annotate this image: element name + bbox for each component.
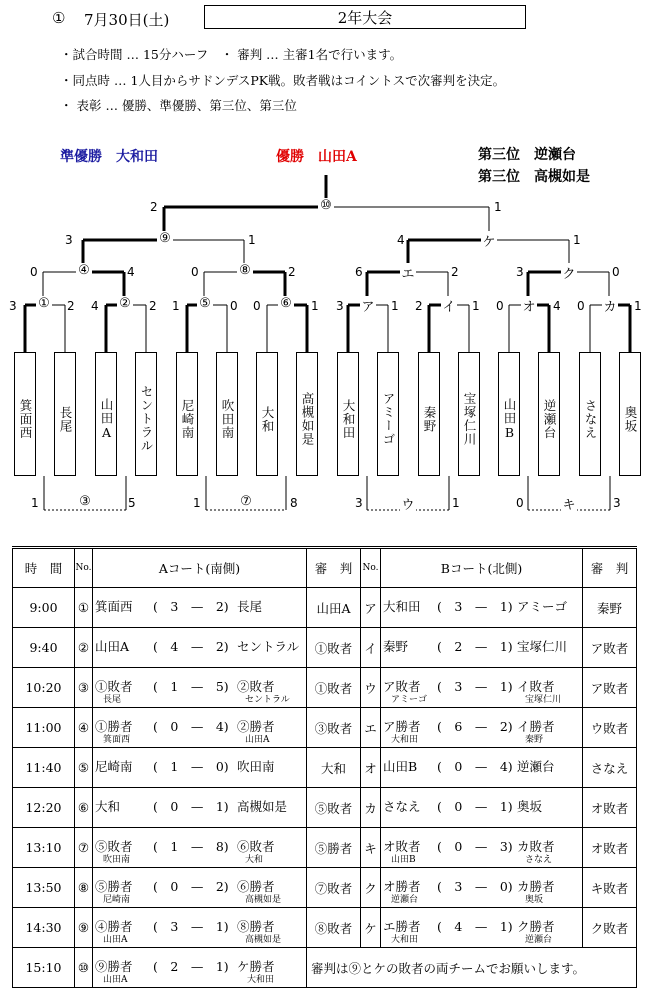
- third-place-1: 第三位 逆瀬台: [478, 147, 576, 163]
- team-1-sub: 大和田: [391, 935, 419, 945]
- match-score: ( 0 — 3): [437, 839, 513, 854]
- note-tie: ・同点時 … 1人目からサドンデスPK戦。敗者戦はコイントスで次審判を決定。: [60, 73, 506, 88]
- team-2: イ勝者: [517, 719, 555, 734]
- score: 1: [634, 299, 642, 313]
- col-no: No.: [75, 548, 93, 588]
- col-time: 時 間: [13, 548, 75, 588]
- schedule-row: [13, 788, 637, 828]
- cell: さなえ: [583, 748, 637, 788]
- match-label-ki: キ: [561, 494, 577, 513]
- col-b-no: No.: [361, 548, 381, 588]
- score: 4: [397, 233, 405, 247]
- match-score: ( 4 — 1): [437, 919, 513, 934]
- match-cell: [93, 748, 307, 788]
- team-1: ⑤敗者: [95, 839, 133, 854]
- team-2: カ勝者: [517, 879, 555, 894]
- cell: 秦野: [583, 588, 637, 628]
- match-score: ( 1 — 5): [153, 679, 229, 694]
- final-note: 審判は⑨とケの敗者の両チームでお願いします。: [307, 948, 637, 988]
- team-2: 逆瀬台: [517, 759, 555, 774]
- schedule-row: [13, 828, 637, 868]
- match-label-o: オ: [521, 296, 537, 315]
- cell: 14:30: [13, 908, 75, 948]
- schedule-row: [13, 708, 637, 748]
- team-box: 宝塚仁川: [458, 352, 480, 476]
- cell: ⑤敗者: [307, 788, 361, 828]
- match-cell: [93, 588, 307, 628]
- team-2: ②敗者: [237, 679, 275, 694]
- final-row: [13, 948, 637, 988]
- match-cell: [381, 788, 583, 828]
- cell: ①敗者: [307, 668, 361, 708]
- match-cell: [93, 868, 307, 908]
- team-1: オ勝者: [383, 879, 421, 894]
- team-1: 大和: [95, 799, 121, 814]
- score: 1: [311, 299, 319, 313]
- match-cell: [381, 708, 583, 748]
- score: 2: [451, 265, 459, 279]
- match-cell: [381, 868, 583, 908]
- cell: 10:20: [13, 668, 75, 708]
- match-cell: [93, 668, 307, 708]
- time-cell: 15:10: [13, 948, 75, 988]
- team-2: ケ勝者: [237, 959, 275, 974]
- match-label-u: ウ: [400, 494, 416, 513]
- match-cell: [93, 708, 307, 748]
- team-2-sub: 大和田: [247, 975, 275, 985]
- cell: ①敗者: [307, 628, 361, 668]
- match-score: ( 2 — 1): [437, 639, 513, 654]
- team-2: イ敗者: [517, 679, 555, 694]
- cell: オ敗者: [583, 788, 637, 828]
- team-1: ①勝者: [95, 719, 133, 734]
- match-cell: [381, 748, 583, 788]
- match-score: ( 0 — 2): [153, 879, 229, 894]
- team-box: セントラル: [135, 352, 157, 476]
- match-score: ( 1 — 8): [153, 839, 229, 854]
- team-2-sub: 高槻如是: [245, 895, 282, 905]
- team-1: ⑤勝者: [95, 879, 133, 894]
- team-1-sub: 箕面西: [103, 735, 131, 745]
- cell: ウ: [361, 668, 381, 708]
- match-score: ( 0 — 1): [437, 799, 513, 814]
- schedule-row: [13, 588, 637, 628]
- match-label-6: ⑥: [278, 296, 294, 311]
- team-2-sub: 高槻如是: [245, 935, 282, 945]
- score: 3: [336, 299, 344, 313]
- team-box: 大和: [256, 352, 278, 476]
- team-2-sub: さなえ: [525, 855, 553, 865]
- match-label-i: イ: [441, 296, 457, 315]
- team-1: 箕面西: [95, 599, 133, 614]
- score: 2: [288, 265, 296, 279]
- runner-up: 準優勝 大和田: [60, 149, 158, 165]
- cell: ⑤勝者: [307, 828, 361, 868]
- team-1-sub: 尼崎南: [103, 895, 131, 905]
- champion: 優勝 山田A: [276, 149, 357, 165]
- team-1: ア敗者: [383, 679, 421, 694]
- team-box: 長尾: [54, 352, 76, 476]
- score: 1: [573, 233, 581, 247]
- score: 1: [248, 233, 256, 247]
- match-label-7: ⑦: [238, 494, 254, 509]
- team-2: カ敗者: [517, 839, 555, 854]
- schedule-row: [13, 908, 637, 948]
- score: 1: [31, 496, 39, 510]
- team-1-sub: アミーゴ: [391, 695, 428, 705]
- col-b-court: Bコート(北側): [381, 548, 583, 588]
- team-box: 山田A: [95, 352, 117, 476]
- cell: ア: [361, 588, 381, 628]
- score: 3: [9, 299, 17, 313]
- cell: ③敗者: [307, 708, 361, 748]
- score: 8: [290, 496, 298, 510]
- score: 2: [150, 200, 158, 214]
- match-cell: [381, 628, 583, 668]
- team-2: アミーゴ: [517, 599, 568, 614]
- schedule-header: [13, 548, 637, 588]
- team-1: 秦野: [383, 639, 409, 654]
- team-2-sub: 山田A: [245, 735, 270, 745]
- match-label-1: ①: [36, 296, 52, 311]
- score: 0: [612, 265, 620, 279]
- team-2: セントラル: [237, 639, 300, 654]
- team-1-sub: 山田A: [103, 975, 128, 985]
- team-box: さなえ: [579, 352, 601, 476]
- team-1-sub: 吹田南: [103, 855, 131, 865]
- cell: ③: [75, 668, 93, 708]
- match-score: ( 3 — 1): [437, 599, 513, 614]
- schedule-row: [13, 668, 637, 708]
- match-label-3: ③: [77, 494, 93, 509]
- score: 5: [128, 496, 136, 510]
- score: 1: [172, 299, 180, 313]
- team-1: オ敗者: [383, 839, 421, 854]
- score: 3: [613, 496, 621, 510]
- team-1: 大和田: [383, 599, 421, 614]
- team-2-sub: 逆瀬台: [525, 935, 553, 945]
- match-label-e: エ: [400, 263, 416, 282]
- match-cell: [381, 668, 583, 708]
- team-box: 奥坂: [619, 352, 641, 476]
- team-2: ②勝者: [237, 719, 275, 734]
- match-score: ( 3 — 1): [153, 919, 229, 934]
- score: 4: [127, 265, 135, 279]
- team-2: ⑥勝者: [237, 879, 275, 894]
- score: 4: [553, 299, 561, 313]
- match-score: ( 2 — 1): [153, 959, 229, 974]
- match-score: ( 0 — 1): [153, 799, 229, 814]
- col-a-ref: 審 判: [307, 548, 361, 588]
- tournament-number: ①: [52, 9, 66, 27]
- match-cell: [93, 948, 307, 988]
- match-score: ( 0 — 4): [153, 719, 229, 734]
- note-time: ・試合時間 … 15分ハーフ ・ 審判 … 主審1名で行います。: [60, 47, 403, 62]
- score: 1: [452, 496, 460, 510]
- team-1: さなえ: [383, 799, 421, 814]
- team-2: 高槻如是: [237, 799, 288, 814]
- cell: 11:00: [13, 708, 75, 748]
- cell: ⑨: [75, 908, 93, 948]
- score: 0: [30, 265, 38, 279]
- cell: ⑥: [75, 788, 93, 828]
- score: 2: [67, 299, 75, 313]
- cell: キ敗者: [583, 868, 637, 908]
- match-score: ( 3 — 0): [437, 879, 513, 894]
- schedule-row: [13, 868, 637, 908]
- match-label-9: ⑨: [157, 231, 173, 246]
- cell: ク: [361, 868, 381, 908]
- score: 4: [91, 299, 99, 313]
- cell: オ: [361, 748, 381, 788]
- score: 0: [496, 299, 504, 313]
- cell: イ: [361, 628, 381, 668]
- match-label-ka: カ: [602, 296, 618, 315]
- match-label-4: ④: [76, 263, 92, 278]
- match-label-8: ⑧: [237, 263, 253, 278]
- cell: キ: [361, 828, 381, 868]
- team-2-sub: 宝塚仁川: [525, 695, 562, 705]
- cell: ②: [75, 628, 93, 668]
- cell: 大和: [307, 748, 361, 788]
- match-cell: [381, 908, 583, 948]
- match-cell: [381, 588, 583, 628]
- cell: ⑦敗者: [307, 868, 361, 908]
- score: 6: [355, 265, 363, 279]
- match-cell: [93, 788, 307, 828]
- team-2: 宝塚仁川: [517, 639, 568, 654]
- cell: ⑦: [75, 828, 93, 868]
- team-1-sub: 山田A: [103, 935, 128, 945]
- team-1: 山田B: [383, 759, 418, 774]
- cell: ア敗者: [583, 628, 637, 668]
- tournament-title: 2年大会: [204, 5, 526, 29]
- cell: ⑤: [75, 748, 93, 788]
- match-label-10: ⑩: [318, 198, 334, 213]
- team-1-sub: 大和田: [391, 735, 419, 745]
- match-score: ( 6 — 2): [437, 719, 513, 734]
- match-label-a: ア: [360, 296, 376, 315]
- match-label-5: ⑤: [197, 296, 213, 311]
- cell: カ: [361, 788, 381, 828]
- score: 1: [391, 299, 399, 313]
- team-2-sub: 秦野: [525, 735, 544, 745]
- team-box: 箕面西: [14, 352, 36, 476]
- score: 1: [494, 200, 502, 214]
- cell: 9:00: [13, 588, 75, 628]
- schedule-row: [13, 748, 637, 788]
- cell: ケ: [361, 908, 381, 948]
- score: 2: [149, 299, 157, 313]
- cell: ク敗者: [583, 908, 637, 948]
- team-2: ⑥敗者: [237, 839, 275, 854]
- team-box: 逆瀬台: [538, 352, 560, 476]
- match-cell: [93, 828, 307, 868]
- team-2-sub: 大和: [245, 855, 264, 865]
- team-2: 奥坂: [517, 799, 543, 814]
- score: 3: [355, 496, 363, 510]
- schedule-row: [13, 628, 637, 668]
- cell: ア敗者: [583, 668, 637, 708]
- team-1-sub: 逆瀬台: [391, 895, 419, 905]
- team-box: 秦野: [418, 352, 440, 476]
- match-label-ku: ク: [561, 263, 577, 282]
- score: 2: [415, 299, 423, 313]
- team-1: エ勝者: [383, 919, 421, 934]
- team-1: ①敗者: [95, 679, 133, 694]
- team-2: ⑧勝者: [237, 919, 275, 934]
- match-cell: [381, 828, 583, 868]
- tournament-date: 7月30日(土): [84, 11, 170, 29]
- score: 1: [193, 496, 201, 510]
- team-1: ⑨勝者: [95, 959, 133, 974]
- team-box: 大和田: [337, 352, 359, 476]
- score: 0: [191, 265, 199, 279]
- team-1: ④勝者: [95, 919, 133, 934]
- score: 0: [516, 496, 524, 510]
- team-1-sub: 長尾: [103, 695, 122, 705]
- match-score: ( 3 — 1): [437, 679, 513, 694]
- team-2: 吹田南: [237, 759, 275, 774]
- match-score: ( 4 — 2): [153, 639, 229, 654]
- third-place-2: 第三位 高槻如是: [478, 169, 590, 185]
- cell: オ敗者: [583, 828, 637, 868]
- schedule-table: [12, 546, 637, 988]
- match-label-ke: ケ: [481, 231, 497, 250]
- cell: 11:40: [13, 748, 75, 788]
- note-award: ・ 表彰 … 優勝、準優勝、第三位、第三位: [60, 98, 297, 113]
- team-box: 山田B: [498, 352, 520, 476]
- cell: 13:50: [13, 868, 75, 908]
- team-1: 山田A: [95, 639, 130, 654]
- cell: 9:40: [13, 628, 75, 668]
- cell: ①: [75, 588, 93, 628]
- match-no: ⑩: [75, 948, 93, 988]
- team-2: ク勝者: [517, 919, 555, 934]
- cell: ウ敗者: [583, 708, 637, 748]
- team-1: 尼崎南: [95, 759, 133, 774]
- score: 3: [65, 233, 73, 247]
- score: 3: [516, 265, 524, 279]
- team-box: 高槻如是: [296, 352, 318, 476]
- cell: ⑧敗者: [307, 908, 361, 948]
- team-2-sub: セントラル: [245, 695, 290, 705]
- score: 0: [230, 299, 238, 313]
- col-b-ref: 審 判: [583, 548, 637, 588]
- score: 0: [577, 299, 585, 313]
- match-cell: [93, 908, 307, 948]
- team-1: ア勝者: [383, 719, 421, 734]
- cell: 12:20: [13, 788, 75, 828]
- team-2: 長尾: [237, 599, 263, 614]
- match-score: ( 1 — 0): [153, 759, 229, 774]
- match-label-2: ②: [117, 296, 133, 311]
- team-box: 吹田南: [216, 352, 238, 476]
- match-score: ( 0 — 4): [437, 759, 513, 774]
- cell: ④: [75, 708, 93, 748]
- cell: ⑧: [75, 868, 93, 908]
- team-box: アミーゴ: [377, 352, 399, 476]
- match-score: ( 3 — 2): [153, 599, 229, 614]
- team-2-sub: 奥坂: [525, 895, 544, 905]
- team-1-sub: 山田B: [391, 855, 416, 865]
- score: 0: [253, 299, 261, 313]
- cell: エ: [361, 708, 381, 748]
- cell: 13:10: [13, 828, 75, 868]
- match-cell: [93, 628, 307, 668]
- cell: 山田A: [307, 588, 361, 628]
- team-box: 尼崎南: [176, 352, 198, 476]
- score: 1: [472, 299, 480, 313]
- col-a-court: Aコート(南側): [93, 548, 307, 588]
